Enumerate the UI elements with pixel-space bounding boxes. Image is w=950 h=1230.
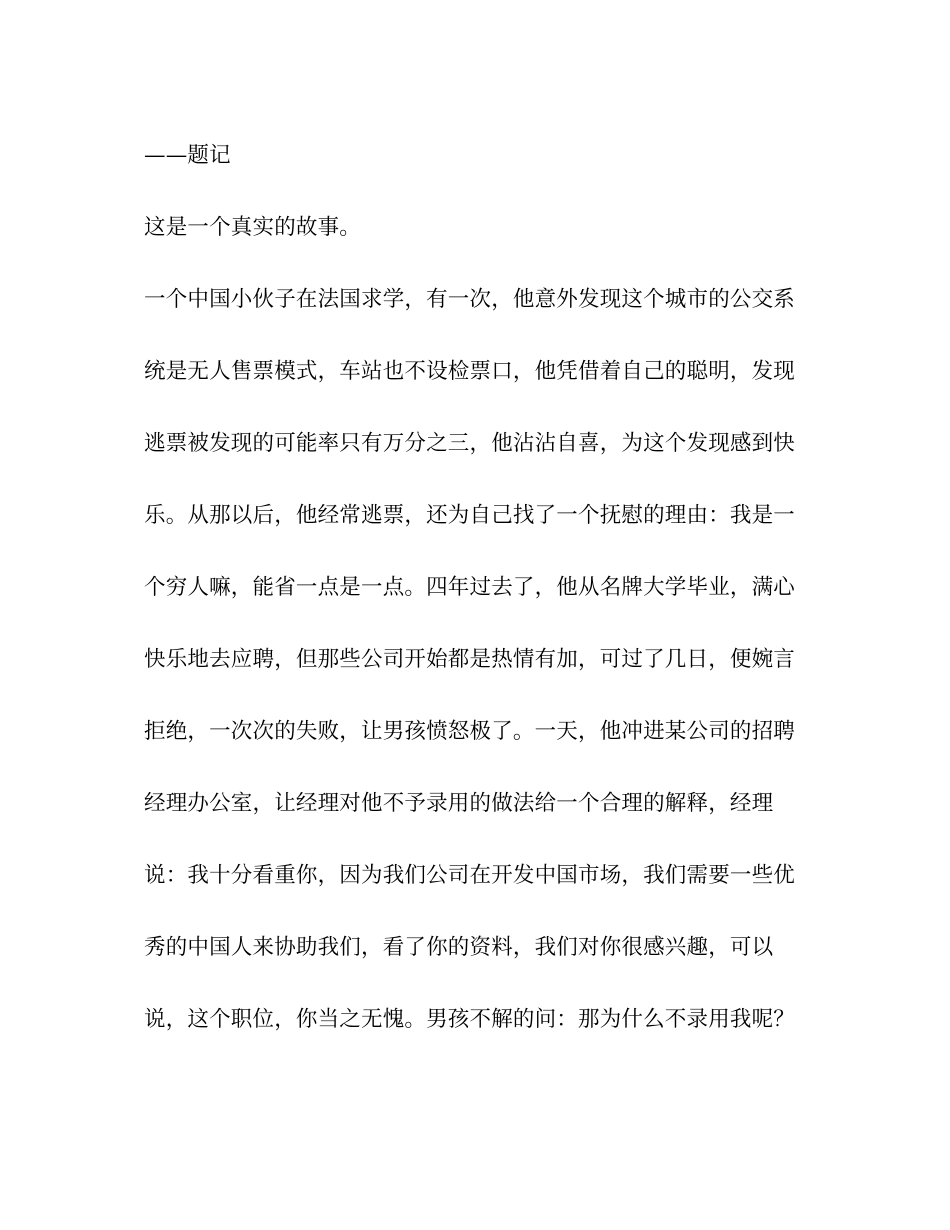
paragraph-line: 拒绝，一次次的失败，让男孩愤怒极了。一天，他冲进某公司的招聘 [144,719,796,744]
intro-line: 这是一个真实的故事。 [144,215,362,240]
paragraph-line: 经理办公室，让经理对他不予录用的做法给一个合理的解释，经理 [144,791,774,816]
paragraph-line: 说，这个职位，你当之无愧。男孩不解的问：那为什么不录用我呢？ [144,1007,796,1032]
paragraph-line: 说：我十分看重你，因为我们公司在开发中国市场，我们需要一些优 [144,863,796,888]
paragraph-line: 快乐地去应聘，但那些公司开始都是热情有加，可过了几日，便婉言 [144,647,796,672]
paragraph-line: 个穷人嘛，能省一点是一点。四年过去了，他从名牌大学毕业，满心 [144,575,796,600]
epigraph: ——题记 [144,143,231,168]
paragraph-line: 乐。从那以后，他经常逃票，还为自己找了一个抚慰的理由：我是一 [144,503,796,528]
paragraph-line: 秀的中国人来协助我们，看了你的资料，我们对你很感兴趣，可以 [144,935,774,960]
paragraph-line: 统是无人售票模式，车站也不设检票口，他凭借着自己的聪明，发现 [144,359,796,384]
paragraph-line: 一个中国小伙子在法国求学，有一次，他意外发现这个城市的公交系 [144,287,796,312]
paragraph-line: 逃票被发现的可能率只有万分之三，他沾沾自喜，为这个发现感到快 [144,431,796,456]
